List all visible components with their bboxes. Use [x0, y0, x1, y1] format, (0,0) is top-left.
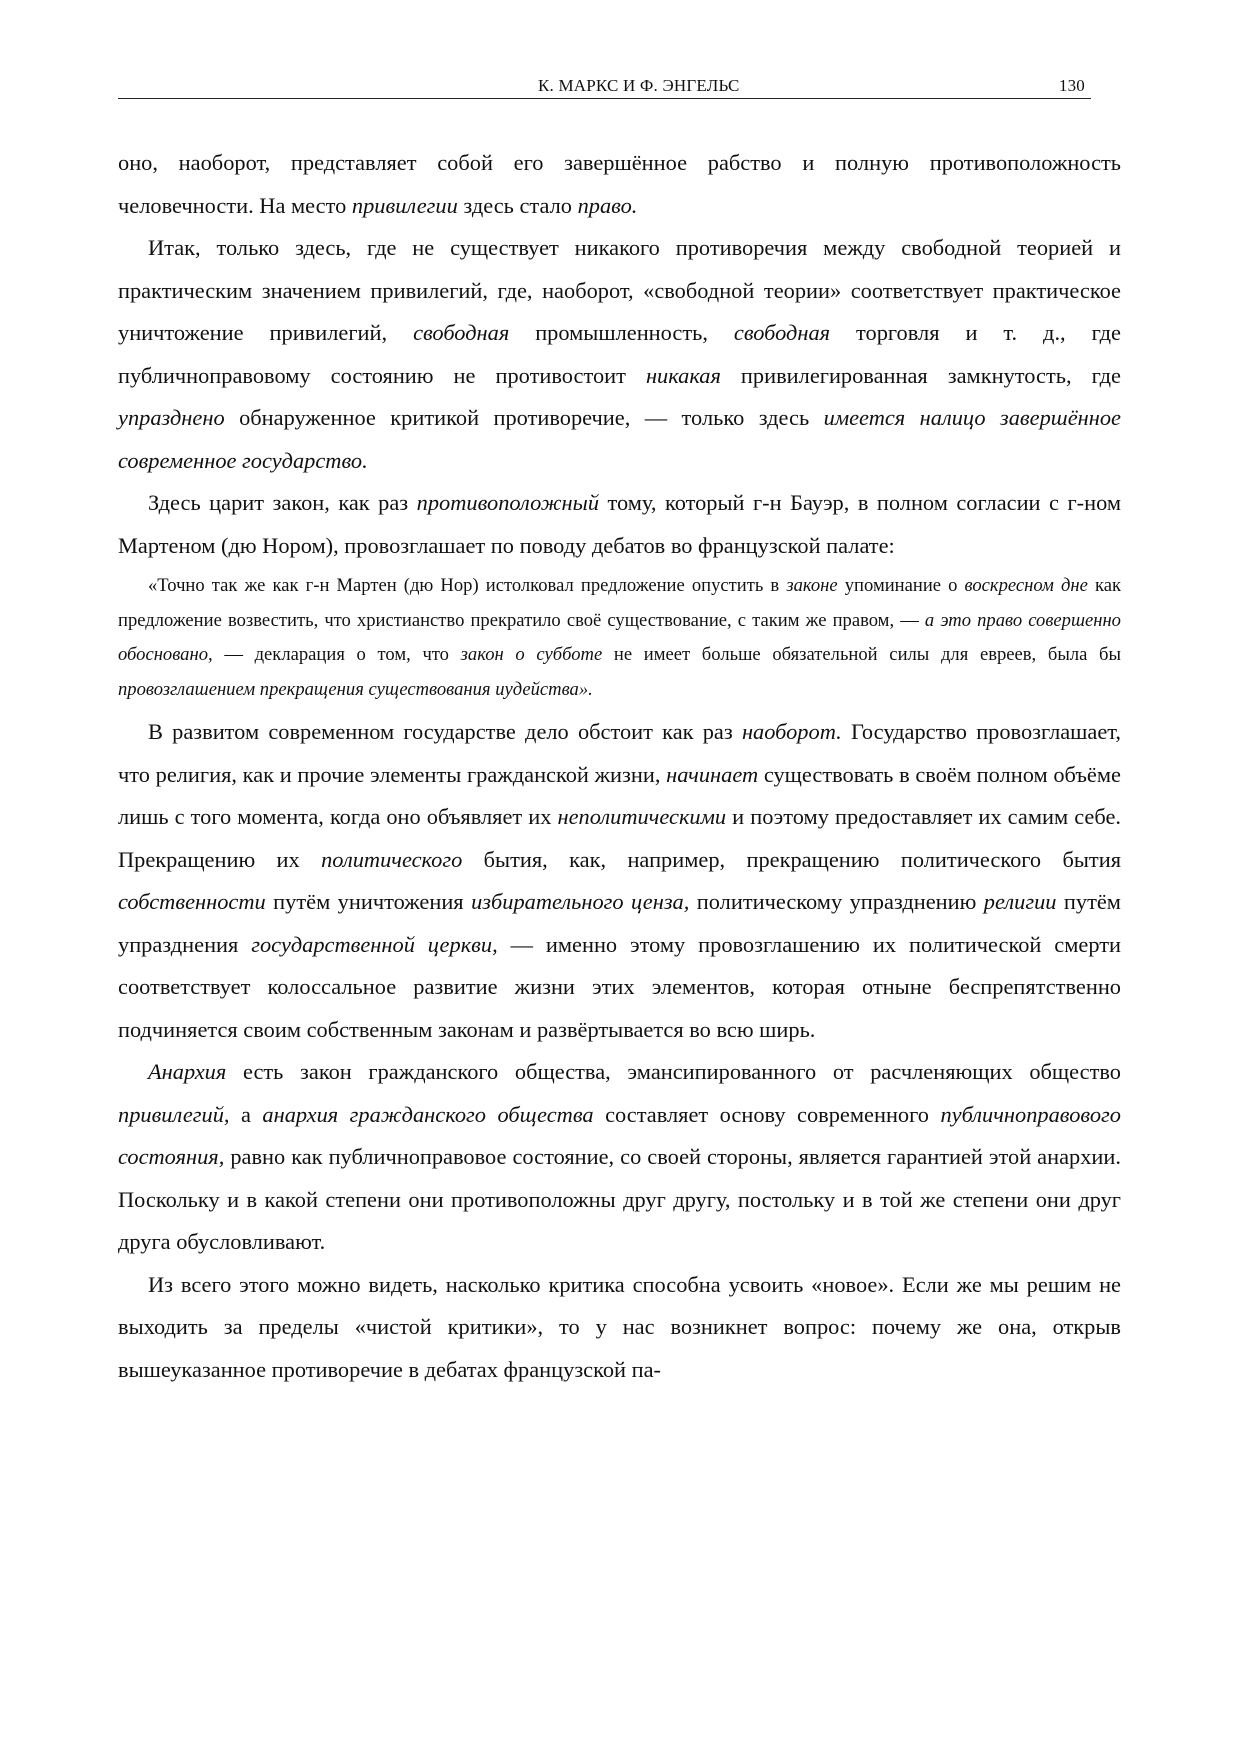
text-run: равно как публичноправовое состояние, со своей стороны, является гарантией этой анархии. Поскольку и в какой степени они противоположны друг другу, постольку и в той же степени они друг друга обусловливают. — [118, 1144, 1121, 1254]
emphasis-text: собственности — [118, 889, 266, 914]
text-run: тому, который г-н Бауэр, в полном согласии с г-ном Мартеном (дю Нором), провозглашает по поводу дебатов во французской палате: — [118, 490, 1122, 558]
text-run: путём уничтожения — [265, 889, 472, 914]
running-header — [118, 72, 1091, 99]
paragraph — [118, 711, 1121, 1051]
text-run: существовать в своём полном объёме лишь с того момента, когда оно объявляет их — [118, 761, 1121, 829]
paragraph — [118, 227, 1121, 482]
paragraph — [118, 142, 1121, 227]
emphasis-text: наоборот. — [741, 719, 842, 744]
text-run: политическому упразднению — [689, 889, 984, 914]
text-run: — именно этому провозглашению их политической смерти соответствует колоссальное развитие жизни этих элементов, которая отныне беспрепятственно подчиняется своим собственным законам и развёртывается во всю ширь. — [118, 931, 1121, 1042]
emphasis-text: противоположный — [416, 490, 600, 515]
page-number: 130 — [1058, 76, 1085, 95]
text-run: — декларация о том, что — [212, 644, 461, 665]
text-run: здесь стало — [457, 192, 578, 218]
text-run: торговля и т. д., где публичноправовому состоянию не противостоит — [118, 320, 1121, 388]
text-run: не имеет больше обязательной силы для евреев, была бы — [602, 644, 1122, 665]
paragraph — [118, 1264, 1121, 1392]
text-run: Государство провозглашает, что религия, как и прочие элементы гражданской жизни, — [118, 719, 1121, 787]
text-run: путём упразднения — [118, 889, 1121, 957]
text-run: а — [229, 1101, 263, 1127]
text-run: обнаруженное критикой противоречие, — только здесь — [224, 405, 824, 430]
paragraph — [118, 1051, 1121, 1264]
text-run: упоминание о — [837, 575, 965, 596]
emphasis-text: законе — [786, 575, 838, 596]
text-run: есть закон гражданского общества, эмансипированного от расчленяющих общество — [226, 1059, 1121, 1084]
paragraph — [118, 482, 1121, 567]
emphasis-text: провозглашением прекращения существования иудейства». — [118, 678, 593, 700]
emphasis-text: имеется налицо завершённое современное государство. — [118, 405, 1121, 473]
emphasis-text: анархия гражданского общества — [262, 1101, 594, 1127]
emphasis-text: упразднено — [118, 405, 225, 430]
emphasis-text: избирательного ценза, — [471, 889, 690, 914]
emphasis-text: политического — [321, 846, 463, 872]
emphasis-text: неполитическими — [557, 804, 727, 829]
text-run: бытия, как, например, прекращению политического бытия — [462, 846, 1121, 872]
text-run: составляет основу современного — [593, 1101, 941, 1127]
text-run: Здесь царит закон, как раз — [148, 490, 417, 515]
emphasis-text: религии — [983, 889, 1057, 914]
emphasis-text: свободная — [413, 320, 510, 345]
text-run: привилегированная замкнутость, где — [720, 362, 1121, 388]
text-run: и поэтому предоставляет их самим себе. Прекращению их — [118, 804, 1121, 872]
text-run: Итак, только здесь, где не существует никакого противоречия между свободной теорией и практическим значением привилегий, где, наоборот, «свободной теории» соответствует практическое уничтожение привилегий, — [118, 235, 1121, 345]
text-run: Из всего этого можно видеть, насколько критика способна усвоить «новое». Если же мы решим не выходить за пределы «чистой критики», то у нас возникнет вопрос: почему же она, открыв вышеуказанное противоречие в дебатах французской па- — [118, 1271, 1121, 1382]
emphasis-text: привилегий, — [118, 1101, 230, 1127]
text-run: как предложение возвестить, что христианство прекратило своё существование, с таким же правом, — — [118, 575, 1122, 631]
text-run: промышленность, — [509, 320, 734, 345]
emphasis-text: привилегии — [351, 192, 458, 218]
emphasis-text: а это право совершенно обосновано, — [118, 609, 1121, 665]
text-run: «Точно так же как г-н Мартен (дю Нор) истолковал предложение опустить в — [148, 575, 787, 596]
body-text — [118, 142, 1121, 1391]
emphasis-text: воскресном дне — [964, 575, 1088, 596]
block-quote — [118, 569, 1121, 707]
emphasis-text: государственной церкви, — [251, 931, 498, 957]
emphasis-text: закон о субботе — [460, 644, 603, 665]
emphasis-text: никакая — [645, 362, 721, 388]
emphasis-text: начинает — [666, 761, 759, 787]
emphasis-text: свободная — [733, 320, 831, 345]
emphasis-text: право. — [577, 192, 638, 218]
emphasis-text: публичноправового состояния, — [118, 1101, 1121, 1169]
text-run: В развитом современном государстве дело обстоит как раз — [148, 719, 742, 744]
running-header-title: К. МАРКС И Ф. ЭНГЕЛЬС — [538, 76, 740, 95]
text-run: оно, наоборот, представляет собой его завершённое рабство и полную противоположность человечности. На место — [118, 150, 1121, 218]
emphasis-text: Анархия — [148, 1059, 227, 1084]
